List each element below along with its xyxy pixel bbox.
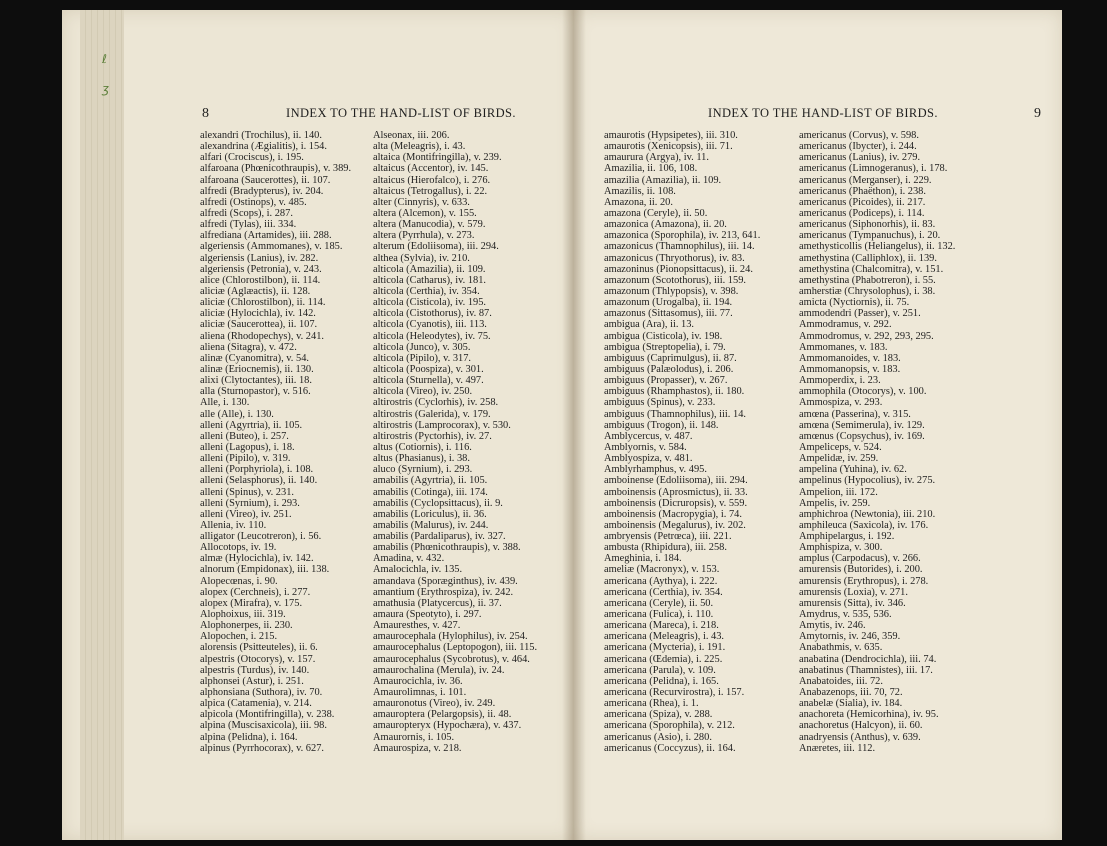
index-entry: americanus (Picoides), ii. 217. — [799, 196, 926, 208]
index-entry: alpica (Catamenia), v. 214. — [200, 698, 312, 710]
index-entry: alfredi (Bradypterus), iv. 204. — [200, 185, 324, 197]
index-entry: amauroptera (Pelargopsis), ii. 48. — [373, 709, 512, 721]
index-entry: ambiguus (Spinus), v. 233. — [604, 397, 716, 409]
right-running-title: INDEX TO THE HAND-LIST OF BIRDS. — [708, 106, 938, 120]
index-entry: almæ (Hylocichla), iv. 142. — [200, 553, 314, 565]
index-entry: alfredi (Tylas), iii. 334. — [200, 219, 297, 231]
index-entry: alpestris (Turdus), iv. 140. — [200, 664, 310, 676]
index-entry: amœna (Semimerula), iv. 129. — [799, 419, 925, 431]
index-entry: aliciæ (Saucerottea), ii. 107. — [200, 319, 318, 331]
index-entry: ambryensis (Petrœca), iii. 221. — [604, 531, 732, 543]
index-entry: americana (Sporophila), v. 212. — [604, 720, 735, 732]
index-entry: ambiguus (Rhamphastos), ii. 180. — [604, 386, 745, 398]
index-entry: alticola (Pipilo), v. 317. — [373, 352, 472, 364]
index-entry: Amazona, ii. 20. — [604, 196, 673, 208]
index-entry: amabilis (Cotinga), iii. 174. — [373, 486, 488, 498]
index-entry: americanus (Phaëthon), i. 238. — [799, 185, 926, 197]
index-entry: amazonum (Scotothorus), iii. 159. — [604, 274, 746, 286]
index-entry: alpestris (Otocorys), v. 157. — [200, 653, 316, 665]
left-running-title: INDEX TO THE HAND-LIST OF BIRDS. — [286, 106, 516, 120]
index-entry: Alophoixus, iii. 319. — [200, 609, 286, 621]
index-entry: Amytis, iv. 246. — [799, 620, 866, 632]
index-entry: amplus (Carpodacus), v. 266. — [799, 553, 921, 565]
right-index-column-2 — [799, 130, 955, 754]
index-entry: anadryensis (Anthus), v. 639. — [799, 731, 921, 743]
index-entry: amazonica (Sporophila), iv. 213, 641. — [604, 230, 761, 242]
index-entry: amantium (Erythrospiza), iv. 242. — [373, 586, 514, 598]
index-entry: amherstiæ (Chrysolophus), i. 38. — [799, 285, 936, 297]
index-entry: amaurocephalus (Leptopogon), iii. 115. — [373, 642, 538, 654]
index-entry: aliciæ (Chlorostilbon), ii. 114. — [200, 297, 326, 309]
right-page-number: 9 — [1034, 106, 1042, 121]
index-entry: alticola (Cyanotis), iii. 113. — [373, 319, 487, 331]
index-entry: Ammodromus, v. 292, 293, 295. — [799, 330, 934, 342]
index-entry: ambiguus (Palæolodus), i. 206. — [604, 363, 734, 375]
index-entry: ambiguus (Caprimulgus), ii. 87. — [604, 352, 737, 364]
index-entry: alticola (Sturnella), v. 497. — [373, 375, 484, 387]
index-entry: americana (Rhea), i. 1. — [604, 698, 699, 710]
index-entry: amabilis (Agyrtria), ii. 105. — [373, 475, 488, 487]
index-entry: ambusta (Rhipidura), iii. 258. — [604, 542, 727, 554]
index-entry: alexandrina (Ægialitis), i. 154. — [200, 141, 327, 153]
index-entry: amethystina (Calliphlox), ii. 139. — [799, 252, 937, 264]
index-entry: Amaurornis, i. 105. — [373, 731, 455, 743]
index-entry: amazona (Ceryle), ii. 50. — [604, 207, 708, 219]
index-entry: amaurotis (Hypsipetes), iii. 310. — [604, 130, 738, 141]
index-entry: amurensis (Loxia), v. 271. — [799, 586, 908, 598]
index-entry: amabilis (Malurus), iv. 244. — [373, 519, 489, 531]
index-entry: alfredi (Ostinops), v. 485. — [200, 196, 307, 208]
index-entry: americana (Pelidna), i. 165. — [604, 675, 719, 687]
index-entry: amaurocephala (Hylophilus), iv. 254. — [373, 631, 528, 643]
index-entry: amandava (Sporæginthus), iv. 439. — [373, 575, 518, 587]
index-entry: americanus (Tympanuchus), i. 20. — [799, 230, 941, 242]
index-entry: amboinensis (Aprosmictus), ii. 33. — [604, 486, 748, 498]
index-entry: alta (Meleagris), i. 43. — [373, 141, 466, 153]
index-entry: Ammospiza, v. 293. — [799, 397, 883, 409]
index-entry: ambigua (Cisticola), iv. 198. — [604, 330, 723, 342]
index-entry: americana (Meleagris), i. 43. — [604, 631, 725, 643]
index-entry: americana (Recurvirostra), i. 157. — [604, 687, 745, 699]
index-entry: amabilis (Phœnicothraupis), v. 388. — [373, 542, 521, 554]
index-entry: alticola (Poospiza), v. 301. — [373, 363, 484, 375]
index-entry: alticola (Junco), v. 305. — [373, 341, 471, 353]
index-entry: Amazilis, ii. 108. — [604, 185, 676, 197]
index-entry: americanus (Ibycter), i. 244. — [799, 141, 917, 153]
index-entry: alnorum (Empidonax), iii. 138. — [200, 564, 330, 576]
index-entry: altirostris (Lamprocorax), v. 530. — [373, 419, 511, 431]
index-entry: alticola (Cistothorus), iv. 87. — [373, 308, 492, 320]
left-page — [62, 10, 574, 840]
index-entry: americana (Aythya), i. 222. — [604, 575, 718, 587]
index-entry: alleni (Spinus), v. 231. — [200, 486, 294, 498]
index-entry: ampelina (Yuhina), iv. 62. — [799, 464, 907, 476]
index-entry: amabilis (Cyclopsittacus), ii. 9. — [373, 497, 503, 509]
pencil-mark: ℓ ʒ — [102, 52, 109, 96]
index-entry: Amazilia, ii. 106, 108. — [604, 163, 698, 175]
index-entry: aluco (Syrnium), i. 293. — [373, 464, 473, 476]
index-entry: altirostris (Galerida), v. 179. — [373, 408, 491, 420]
index-entry: alopex (Cerchneis), i. 277. — [200, 586, 311, 598]
open-book — [62, 10, 1062, 840]
index-entry: altera (Manucodia), v. 579. — [373, 219, 486, 231]
index-entry: amazonicus (Thamnophilus), iii. 14. — [604, 241, 755, 253]
index-entry: Alopochen, i. 215. — [200, 631, 278, 643]
index-entry: alticola (Vireo), iv. 250. — [373, 386, 473, 398]
index-entry: alice (Chlorostilbon), ii. 114. — [200, 274, 321, 286]
index-entry: altera (Pyrrhula), v. 273. — [373, 230, 475, 242]
index-entry: ambiguus (Thamnophilus), iii. 14. — [604, 408, 746, 420]
index-entry: alle (Alle), i. 130. — [200, 408, 274, 420]
index-entry: alinæ (Cyanomitra), v. 54. — [200, 352, 309, 364]
index-entry: alleni (Syrnium), i. 293. — [200, 497, 300, 509]
index-entry: Ampeliceps, v. 524. — [799, 441, 882, 453]
index-entry: Allocotops, iv. 19. — [200, 542, 277, 554]
index-entry: anachoretus (Halcyon), ii. 60. — [799, 720, 923, 732]
index-entry: alleni (Selasphorus), ii. 140. — [200, 475, 318, 487]
index-entry: algeriensis (Lanius), iv. 282. — [200, 252, 319, 264]
index-entry: alticola (Amazilia), ii. 109. — [373, 263, 486, 275]
index-entry: altus (Cotiornis), i. 116. — [373, 441, 472, 453]
index-entry: alleni (Lagopus), i. 18. — [200, 441, 295, 453]
index-entry: americana (Parula), v. 109. — [604, 664, 716, 676]
index-entry: Ampelis, iv. 259. — [799, 497, 871, 509]
index-entry: Amaurocichla, iv. 36. — [373, 675, 463, 687]
index-entry: Alopecœnas, i. 90. — [200, 575, 278, 587]
index-entry: americana (Certhia), iv. 354. — [604, 586, 723, 598]
right-index-column-1 — [604, 130, 760, 754]
left-index-column-1 — [200, 130, 351, 754]
index-entry: Anabatoides, iii. 72. — [799, 675, 883, 687]
index-entry: ammophila (Otocorys), v. 100. — [799, 386, 927, 398]
index-entry: amicta (Nyctiornis), ii. 75. — [799, 297, 910, 309]
index-entry: altirostris (Cyclorhis), iv. 258. — [373, 397, 499, 409]
page-fore-edge — [80, 10, 124, 840]
index-entry: Amauresthes, v. 427. — [373, 620, 461, 632]
index-entry: ampelinus (Hypocolius), iv. 275. — [799, 475, 936, 487]
index-entry: Amadina, v. 432. — [373, 553, 445, 565]
index-entry: Amphispiza, v. 300. — [799, 542, 883, 554]
index-entry: alinæ (Eriocnemis), ii. 130. — [200, 363, 314, 375]
index-entry: ameliæ (Macronyx), v. 153. — [604, 564, 720, 576]
index-entry: alticola (Heleodytes), iv. 75. — [373, 330, 491, 342]
index-entry: Amblyrhamphus, v. 495. — [604, 464, 707, 476]
right-page — [574, 10, 1062, 840]
index-entry: americana (Mycteria), i. 191. — [604, 642, 726, 654]
index-entry: aliciæ (Aglæactis), ii. 128. — [200, 285, 311, 297]
index-entry: alterum (Edoliisoma), iii. 294. — [373, 241, 499, 253]
index-entry: altaicus (Accentor), iv. 145. — [373, 163, 489, 175]
index-entry: Ammodramus, v. 292. — [799, 319, 892, 331]
index-entry: amazilia (Amazilia), ii. 109. — [604, 174, 722, 186]
index-entry: aliciæ (Hylocichla), iv. 142. — [200, 308, 316, 320]
index-entry: americanus (Corvus), v. 598. — [799, 130, 919, 141]
index-entry: aliena (Sitagra), v. 472. — [200, 341, 297, 353]
index-entry: anabatina (Dendrocichla), iii. 74. — [799, 653, 937, 665]
index-entry: amethysticollis (Heliangelus), ii. 132. — [799, 241, 956, 253]
index-entry: alexandri (Trochilus), ii. 140. — [200, 130, 322, 141]
index-entry: algeriensis (Petronia), v. 243. — [200, 263, 322, 275]
index-entry: amazonicus (Thryothorus), iv. 83. — [604, 252, 745, 264]
index-entry: Amaurolimnas, i. 101. — [373, 687, 467, 699]
index-entry: alpina (Pelidna), i. 164. — [200, 731, 298, 743]
index-entry: ambiguus (Trogon), ii. 148. — [604, 419, 719, 431]
index-entry: Allenia, iv. 110. — [200, 519, 267, 531]
index-entry: altirostris (Pyctorhis), iv. 27. — [373, 430, 492, 442]
index-entry: amaurotis (Xenicopsis), iii. 71. — [604, 141, 733, 153]
index-entry: amazonum (Urogalba), ii. 194. — [604, 297, 733, 309]
index-entry: altus (Phasianus), i. 38. — [373, 453, 470, 465]
index-entry: aliena (Rhodopechys), v. 241. — [200, 330, 324, 342]
index-entry: amurensis (Erythropus), i. 278. — [799, 575, 929, 587]
index-entry: amboinensis (Megalurus), iv. 202. — [604, 519, 746, 531]
index-entry: Amblyospiza, v. 481. — [604, 453, 693, 465]
left-page-number: 8 — [202, 106, 210, 121]
index-entry: amaurochalina (Merula), iv. 24. — [373, 664, 505, 676]
index-entry: anachoreta (Hemicorhina), iv. 95. — [799, 709, 939, 721]
index-entry: alphonsiana (Suthora), iv. 70. — [200, 687, 323, 699]
index-entry: alla (Sturnopastor), v. 516. — [200, 386, 311, 398]
index-entry: anabelæ (Sialia), iv. 184. — [799, 698, 903, 710]
index-entry: Ammomanoides, v. 183. — [799, 352, 901, 364]
index-entry: Alophonerpes, ii. 230. — [200, 620, 293, 632]
index-entry: alleni (Porphyriola), i. 108. — [200, 464, 314, 476]
index-entry: Ammomanes, v. 183. — [799, 341, 888, 353]
index-entry: algeriensis (Ammomanes), v. 185. — [200, 241, 343, 253]
index-entry: amurensis (Sitta), iv. 346. — [799, 597, 906, 609]
index-entry: alfaroana (Phœnicothraupis), v. 389. — [200, 163, 352, 175]
index-entry: Anabazenops, iii. 70, 72. — [799, 687, 903, 699]
left-index-column-2 — [373, 130, 537, 754]
index-entry: amphichroa (Newtonia), iii. 210. — [799, 508, 936, 520]
index-entry: alticola (Catharus), iv. 181. — [373, 274, 487, 286]
index-entry: Amaurospiza, v. 218. — [373, 742, 462, 754]
index-entry: americana (Ceryle), ii. 50. — [604, 597, 714, 609]
index-entry: amethystina (Chalcomitra), v. 151. — [799, 263, 944, 275]
index-entry: alfrediana (Artamides), iii. 288. — [200, 230, 332, 242]
index-entry: ambiguus (Propasser), v. 267. — [604, 375, 728, 387]
index-entry: Amphipelargus, i. 192. — [799, 531, 895, 543]
index-entry: Amblycercus, v. 487. — [604, 430, 693, 442]
index-entry: alfaroana (Saucerottes), ii. 107. — [200, 174, 331, 186]
index-entry: alticola (Cisticola), iv. 195. — [373, 297, 487, 309]
index-entry: amboinensis (Macropygia), i. 74. — [604, 508, 742, 520]
index-entry: Ampelion, iii. 172. — [799, 486, 878, 498]
index-entry: amazonus (Sittasomus), iii. 77. — [604, 308, 733, 320]
index-entry: amurensis (Butorides), i. 200. — [799, 564, 923, 576]
index-entry: americanus (Merganser), i. 229. — [799, 174, 932, 186]
index-entry: americana (Mareca), i. 218. — [604, 620, 719, 632]
index-entry: alfari (Crociscus), i. 195. — [200, 152, 304, 164]
index-entry: Anæretes, iii. 112. — [799, 742, 876, 754]
index-entry: ambigua (Streptopelia), i. 79. — [604, 341, 726, 353]
index-entry: ammodendri (Passer), v. 251. — [799, 308, 921, 320]
index-entry: amaurura (Argya), iv. 11. — [604, 152, 709, 164]
index-entry: amathusia (Platycercus), ii. 37. — [373, 597, 502, 609]
index-entry: amazonum (Thlypopsis), v. 398. — [604, 285, 739, 297]
index-entry: altaicus (Tetrogallus), i. 22. — [373, 185, 488, 197]
index-entry: Amalocichla, iv. 135. — [373, 564, 463, 576]
index-entry: alleni (Buteo), i. 257. — [200, 430, 289, 442]
index-entry: Ampelidæ, iv. 259. — [799, 453, 879, 465]
index-entry: alphonsei (Astur), i. 251. — [200, 675, 304, 687]
index-entry: americanus (Limnogeranus), i. 178. — [799, 163, 948, 175]
index-entry: alorensis (Psitteuteles), ii. 6. — [200, 642, 318, 654]
index-entry: althea (Sylvia), iv. 210. — [373, 252, 470, 264]
index-entry: amboinense (Edoliisoma), iii. 294. — [604, 475, 748, 487]
index-entry: anabatinus (Thamnistes), iii. 17. — [799, 664, 933, 676]
index-entry: americanus (Lanius), iv. 279. — [799, 152, 921, 164]
index-entry: Amblyornis, v. 584. — [604, 441, 687, 453]
index-entry: Ammomanopsis, v. 183. — [799, 363, 901, 375]
index-entry: amabilis (Loriculus), ii. 36. — [373, 508, 487, 520]
index-entry: americanus (Coccyzus), ii. 164. — [604, 742, 736, 754]
index-entry: amauronotus (Vireo), iv. 249. — [373, 698, 496, 710]
index-entry: alligator (Leucotreron), i. 56. — [200, 531, 322, 543]
index-entry: Amydrus, v. 535, 536. — [799, 609, 892, 621]
index-entry: Alle, i. 130. — [200, 397, 250, 409]
index-entry: alpicola (Montifringilla), v. 238. — [200, 709, 335, 721]
index-entry: amabilis (Pardaliparus), iv. 327. — [373, 531, 506, 543]
index-entry: amœnus (Copsychus), iv. 169. — [799, 430, 925, 442]
index-entry: americana (Spiza), v. 288. — [604, 709, 713, 721]
index-entry: alpinus (Pyrrhocorax), v. 627. — [200, 742, 324, 754]
index-entry: alleni (Vireo), iv. 251. — [200, 508, 292, 520]
index-entry: amaura (Speotyto), i. 297. — [373, 609, 482, 621]
index-entry: ambigua (Ara), ii. 13. — [604, 319, 695, 331]
index-entry: Ameghinia, i. 184. — [604, 553, 682, 565]
index-entry: amboinensis (Dicruropsis), v. 559. — [604, 497, 748, 509]
index-entry: alpina (Muscisaxicola), iii. 98. — [200, 720, 327, 732]
index-entry: amœna (Passerina), v. 315. — [799, 408, 911, 420]
index-entry: amphileuca (Saxicola), iv. 176. — [799, 519, 929, 531]
index-entry: amaurocephalus (Sycobrotus), v. 464. — [373, 653, 530, 665]
index-entry: Ammoperdix, i. 23. — [799, 375, 881, 387]
index-entry: amethystina (Phabotreron), i. 55. — [799, 274, 936, 286]
index-entry: altaica (Montifringilla), v. 239. — [373, 152, 502, 164]
index-entry: alter (Cinnyris), v. 633. — [373, 196, 470, 208]
index-entry: Anabathmis, v. 635. — [799, 642, 883, 654]
index-entry: alixi (Clytoctantes), iii. 18. — [200, 375, 312, 387]
index-entry: americanus (Siphonorhis), ii. 83. — [799, 219, 936, 231]
index-entry: amazoninus (Pionopsittacus), ii. 24. — [604, 263, 753, 275]
index-entry: alfredi (Scops), i. 287. — [200, 207, 293, 219]
index-entry: alleni (Pipilo), v. 319. — [200, 453, 291, 465]
index-entry: americanus (Podiceps), i. 114. — [799, 207, 925, 219]
index-entry: altera (Alcemon), v. 155. — [373, 207, 477, 219]
index-entry: alticola (Certhia), iv. 354. — [373, 285, 480, 297]
index-entry: americana (Fulica), i. 110. — [604, 609, 714, 621]
index-entry: Amytornis, iv. 246, 359. — [799, 631, 901, 643]
index-entry: Alseonax, iii. 206. — [373, 130, 450, 141]
index-entry: americana (Œdemia), i. 225. — [604, 653, 723, 665]
index-entry: altaicus (Hierofalco), i. 276. — [373, 174, 491, 186]
index-entry: americanus (Asio), i. 280. — [604, 731, 712, 743]
index-entry: amazonica (Amazona), ii. 20. — [604, 219, 727, 231]
index-entry: amauropteryx (Hypochæra), v. 437. — [373, 720, 522, 732]
index-entry: alopex (Mirafra), v. 175. — [200, 597, 303, 609]
index-entry: alleni (Agyrtria), ii. 105. — [200, 419, 303, 431]
